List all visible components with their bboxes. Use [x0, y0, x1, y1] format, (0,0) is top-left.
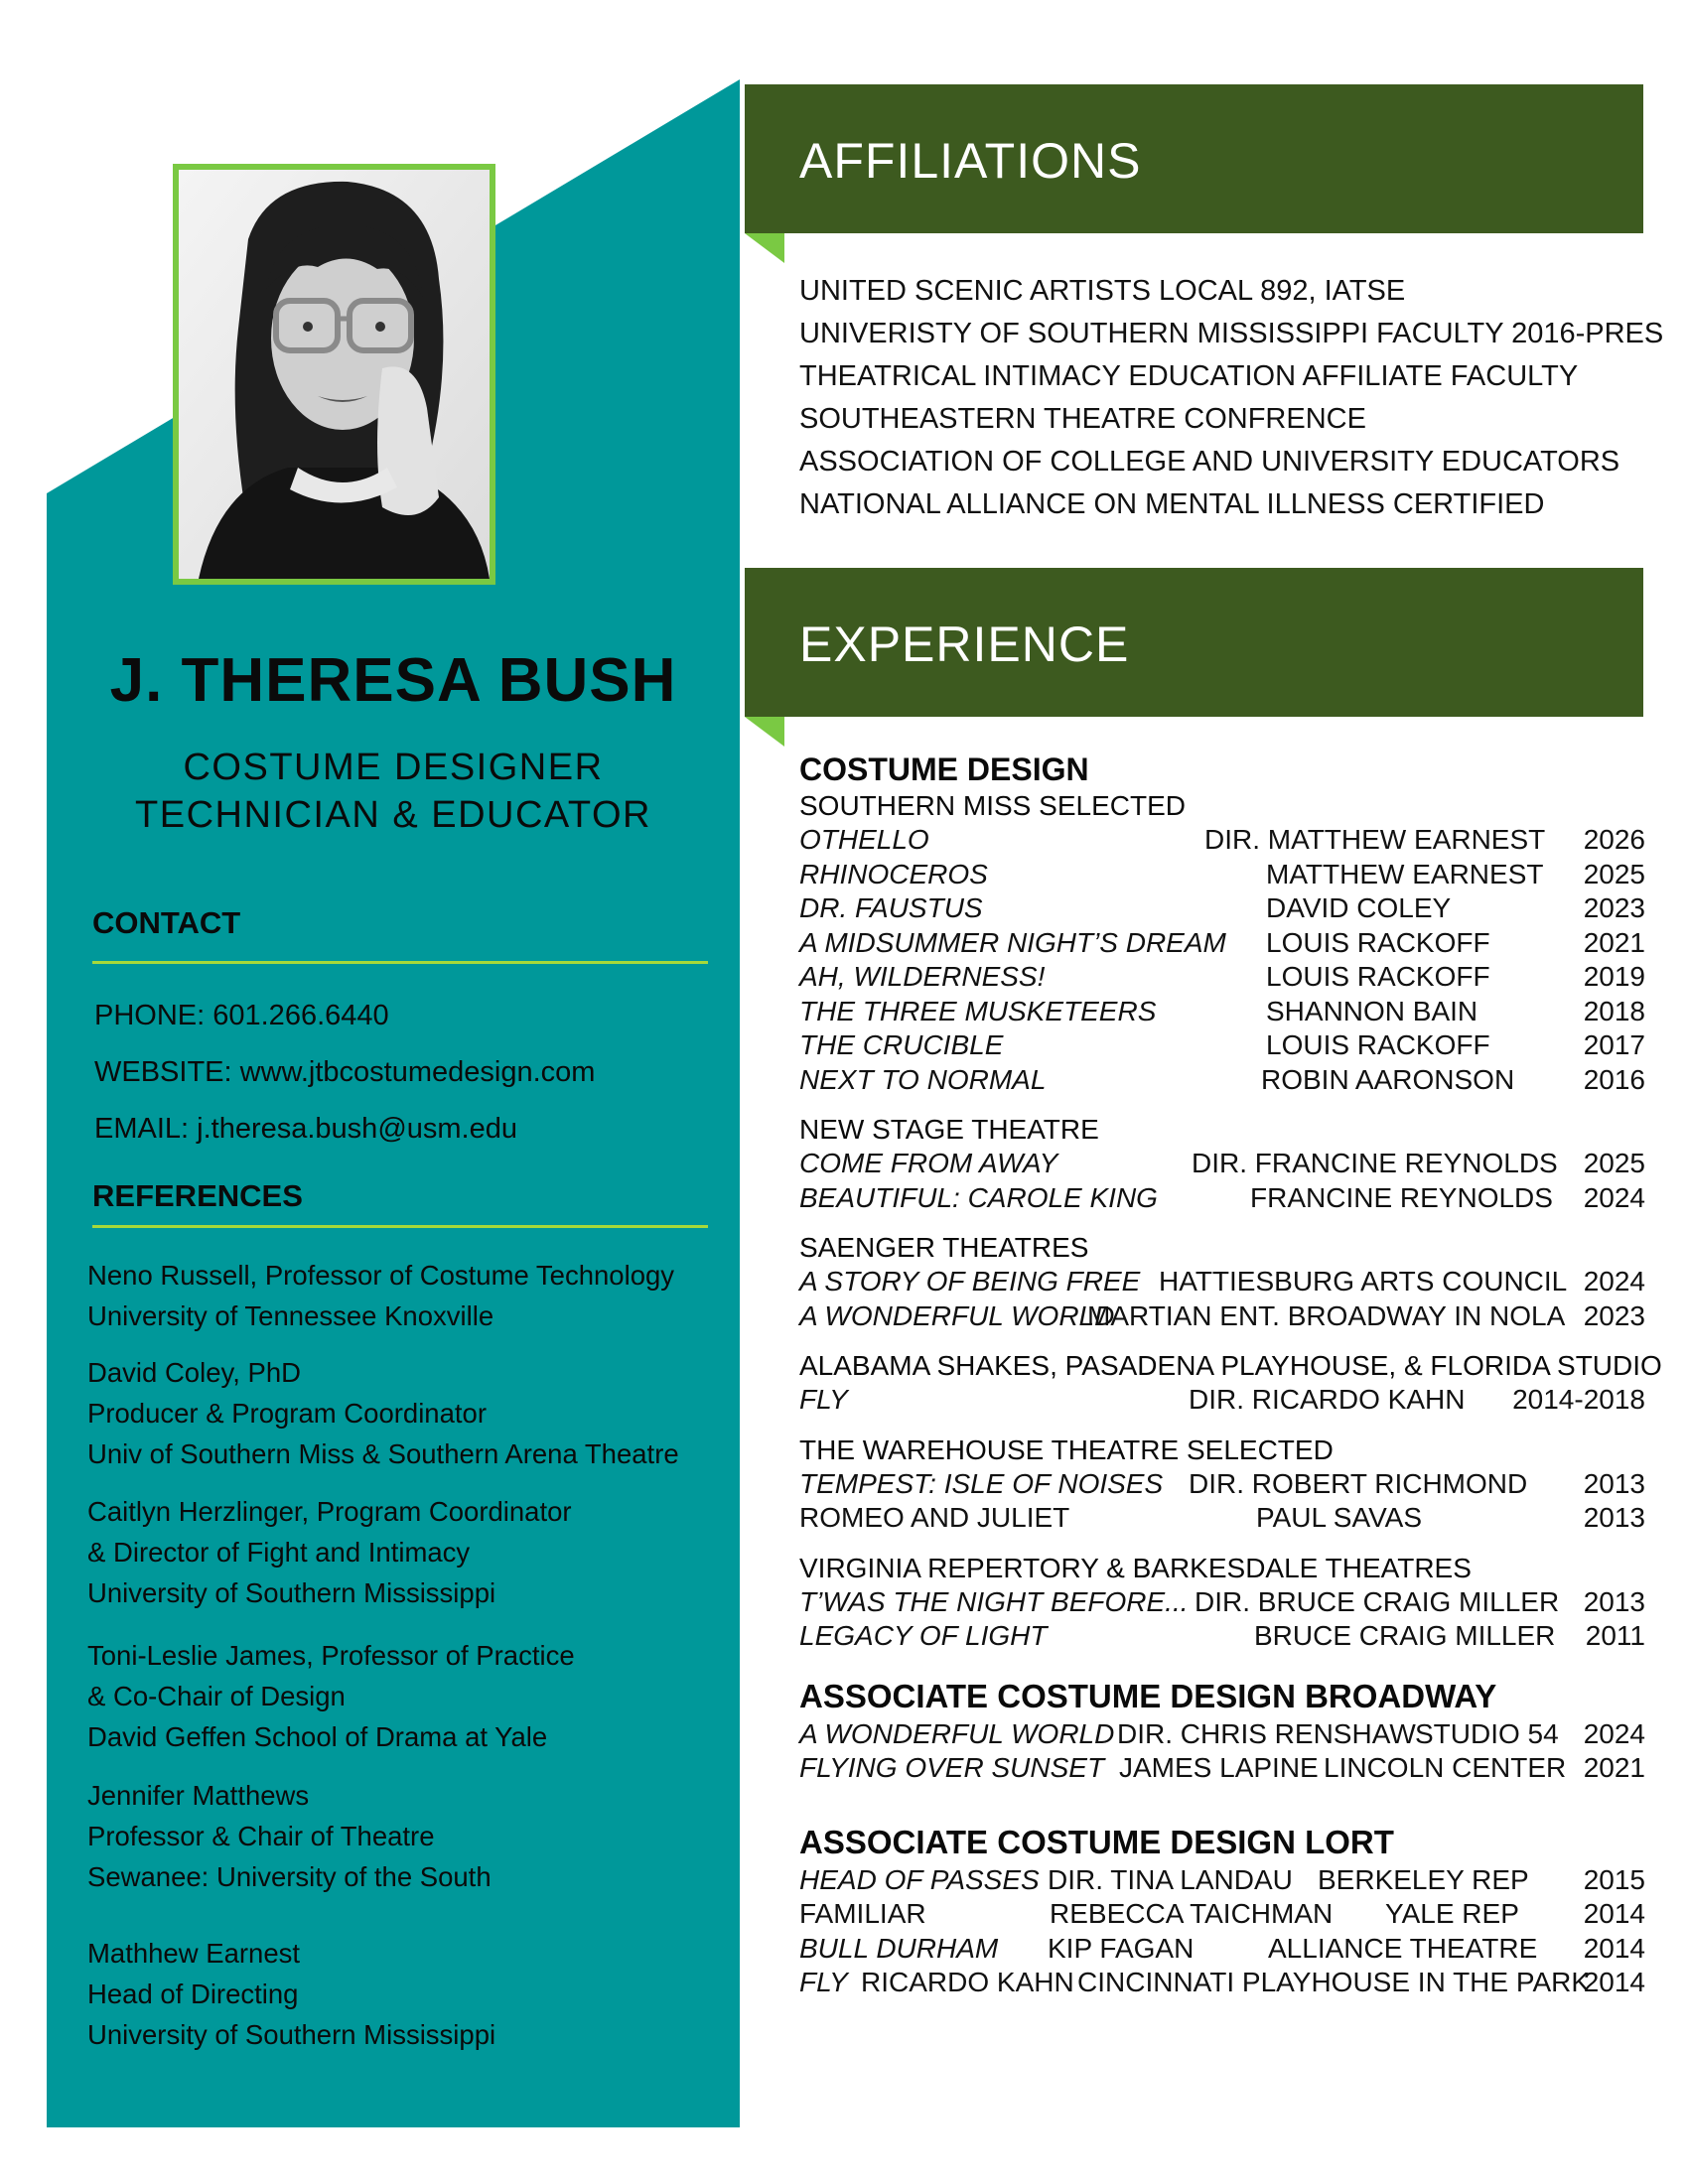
affiliations-banner: [745, 84, 1643, 233]
reference-line: Producer & Program Coordinator: [87, 1398, 487, 1429]
affiliation-item: UNIVERISTY OF SOUTHERN MISSISSIPPI FACULTY 2016-PRES: [799, 318, 1664, 349]
credit-row: DR. FAUSTUS DAVID COLEY 2023: [799, 892, 1645, 923]
credit-row: AH, WILDERNESS! LOUIS RACKOFF 2019: [799, 961, 1645, 992]
reference-line: Caitlyn Herzlinger, Program Coordinator: [87, 1496, 572, 1527]
credit-row: OTHELLO DIR. MATTHEW EARNEST 2026: [799, 824, 1645, 855]
contact-divider: [92, 961, 708, 964]
reference-line: Head of Directing: [87, 1979, 299, 2009]
credit-row: A WONDERFUL WORLD DIR. CHRIS RENSHAW STUDIO 54 2024: [799, 1717, 1645, 1749]
affiliation-item: NATIONAL ALLIANCE ON MENTAL ILLNESS CERTIFIED: [799, 488, 1545, 520]
credit-row: BEAUTIFUL: CAROLE KING FRANCINE REYNOLDS 2024: [799, 1181, 1645, 1213]
reference-line: University of Southern Mississippi: [87, 1577, 496, 1608]
reference-entry: [87, 1491, 723, 1613]
experience-heading: EXPERIENCE: [799, 616, 1130, 672]
org-heading: NEW STAGE THEATRE: [799, 1114, 1099, 1145]
contact-phone: PHONE: 601.266.6440: [94, 1000, 389, 1031]
reference-line: Univ of Southern Miss & Southern Arena Theatre: [87, 1438, 679, 1469]
reference-line: Toni-Leslie James, Professor of Practice: [87, 1640, 575, 1671]
credit-row: A STORY OF BEING FREE HATTIESBURG ARTS COUNCIL 2024: [799, 1266, 1645, 1297]
org-heading: THE WAREHOUSE THEATRE SELECTED: [799, 1433, 1334, 1465]
affiliation-item: ASSOCIATION OF COLLEGE AND UNIVERSITY EDUCATORS: [799, 446, 1620, 478]
reference-entry: [87, 1775, 723, 1897]
credit-row: NEXT TO NORMAL ROBIN AARONSON 2016: [799, 1063, 1645, 1095]
contact-email[interactable]: EMAIL: j.theresa.bush@usm.edu: [94, 1113, 517, 1145]
credit-row: BULL DURHAM KIP FAGAN ALLIANCE THEATRE 2014: [799, 1932, 1645, 1964]
reference-line: Mathhew Earnest: [87, 1938, 300, 1969]
banner-fold: [745, 717, 784, 747]
reference-line: & Co-Chair of Design: [87, 1681, 346, 1711]
experience-list: [799, 750, 1662, 2000]
credit-row: FLY DIR. RICARDO KAHN 2014-2018: [799, 1384, 1645, 1415]
credit-row: FLY RICARDO KAHN CINCINNATI PLAYHOUSE IN THE PARK 2014: [799, 1967, 1645, 1997]
credit-row: ROMEO AND JULIET PAUL SAVAS 2013: [799, 1502, 1645, 1533]
reference-line: University of Southern Mississippi: [87, 2019, 496, 2050]
contact-website[interactable]: WEBSITE: www.jtbcostumedesign.com: [94, 1056, 596, 1088]
reference-line: David Coley, PhD: [87, 1357, 301, 1388]
reference-entry: [87, 1255, 723, 1336]
credit-row: FLYING OVER SUNSET JAMES LAPINE LINCOLN CENTER 2021: [799, 1752, 1645, 1783]
credit-row: TEMPEST: ISLE OF NOISES DIR. ROBERT RICHMOND 2013: [799, 1467, 1645, 1499]
banner-fold: [745, 233, 784, 263]
org-heading: VIRGINIA REPERTORY & BARKESDALE THEATRES: [799, 1552, 1472, 1583]
credit-row: THE THREE MUSKETEERS SHANNON BAIN 2018: [799, 995, 1645, 1026]
reference-entry: [87, 1635, 723, 1757]
reference-line: Sewanee: University of the South: [87, 1861, 492, 1892]
org-heading: SOUTHERN MISS SELECTED: [799, 790, 1186, 821]
person-name: J. THERESA BUSH: [109, 646, 677, 715]
reference-entry: [87, 1933, 723, 2055]
credit-row: RHINOCEROS MATTHEW EARNEST 2025: [799, 858, 1645, 889]
credit-row: LEGACY OF LIGHT BRUCE CRAIG MILLER 2011: [799, 1620, 1645, 1651]
reference-line: University of Tennessee Knoxville: [87, 1300, 494, 1331]
affiliations-heading: AFFILIATIONS: [799, 133, 1142, 189]
org-heading: SAENGER THEATRES: [799, 1232, 1089, 1263]
credit-row: T’WAS THE NIGHT BEFORE... DIR. BRUCE CRAIG MILLER 2013: [799, 1585, 1645, 1617]
credit-row: A WONDERFUL WORLD MARTIAN ENT. BROADWAY IN NOLA 2023: [799, 1299, 1645, 1331]
reference-line: Jennifer Matthews: [87, 1780, 310, 1811]
org-heading: ALABAMA SHAKES, PASADENA PLAYHOUSE, & FLORIDA STUDIO: [799, 1350, 1662, 1381]
assoc-lort-heading: ASSOCIATE COSTUME DESIGN LORT: [799, 1823, 1394, 1860]
credit-row: THE CRUCIBLE LOUIS RACKOFF 2017: [799, 1029, 1645, 1060]
credit-row: A MIDSUMMER NIGHT’S DREAM LOUIS RACKOFF 2021: [799, 926, 1645, 958]
reference-line: Neno Russell, Professor of Costume Technology: [87, 1260, 675, 1291]
job-title-line-2: TECHNICIAN & EDUCATOR: [135, 794, 651, 836]
reference-line: & Director of Fight and Intimacy: [87, 1537, 471, 1568]
reference-line: Professor & Chair of Theatre: [87, 1821, 435, 1851]
profile-photo: [173, 164, 495, 585]
costume-design-heading: COSTUME DESIGN: [799, 751, 1089, 787]
assoc-broadway-heading: ASSOCIATE COSTUME DESIGN BROADWAY: [799, 1677, 1497, 1714]
credit-row: FAMILIAR REBECCA TAICHMAN YALE REP 2014: [799, 1898, 1645, 1929]
affiliation-item: SOUTHEASTERN THEATRE CONFRENCE: [799, 403, 1366, 435]
credit-row: HEAD OF PASSES DIR. TINA LANDAU BERKELEY REP 2015: [799, 1863, 1645, 1895]
references-divider: [92, 1225, 708, 1228]
reference-line: David Geffen School of Drama at Yale: [87, 1721, 548, 1752]
contact-heading: CONTACT: [92, 905, 241, 940]
affiliation-item: UNITED SCENIC ARTISTS LOCAL 892, IATSE: [799, 275, 1406, 307]
references-heading: REFERENCES: [92, 1178, 303, 1213]
affiliations-list: [799, 270, 1664, 526]
credit-row: COME FROM AWAY DIR. FRANCINE REYNOLDS 2025: [799, 1148, 1645, 1178]
affiliation-item: THEATRICAL INTIMACY EDUCATION AFFILIATE FACULTY: [799, 360, 1579, 392]
experience-banner: [745, 568, 1643, 717]
job-title-line-1: COSTUME DESIGNER: [183, 747, 604, 788]
reference-entry: [87, 1352, 723, 1474]
